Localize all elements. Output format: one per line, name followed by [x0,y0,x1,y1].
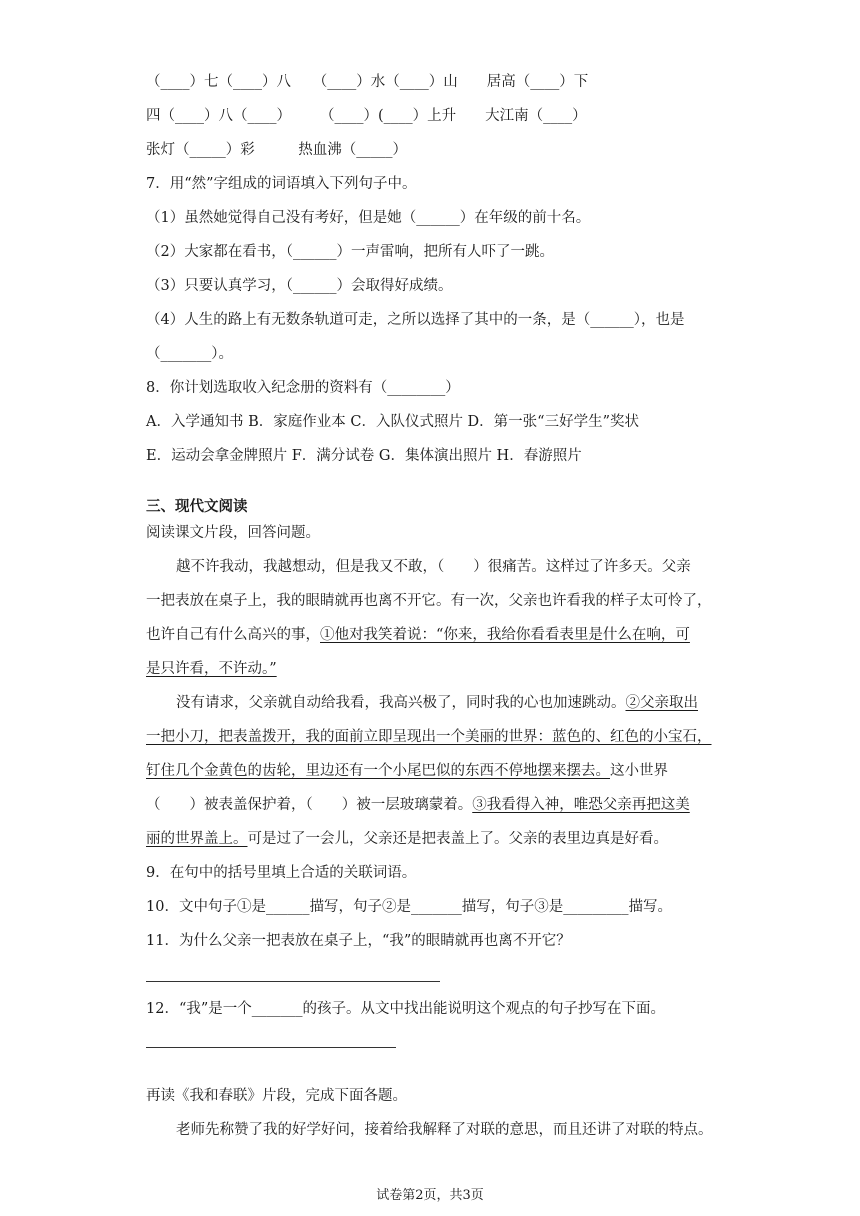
passage-text: 也许自己有什么高兴的事， [146,627,320,643]
passage-line: 一把表放在桌子上，我的眼睛就再也离不开它。有一次，父亲也许看我的样子太可怜了， [146,593,712,609]
reread-instruction: 再读《我和春联》片段，完成下面各题。 [146,1088,407,1104]
answer-line-12[interactable] [146,1047,396,1048]
question-11: 11．为什么父亲一把表放在桌子上，“我”的眼睛就再也离不开它？ [146,933,571,949]
passage-line [146,761,820,781]
question-8: 8．你计划选取收入纪念册的资料有（________） [146,380,460,396]
passage-text: 可是过了一会儿，父亲还是把表盖上了。父亲的表里边真是好看。 [247,831,668,847]
passage-line [176,693,820,713]
question-10: 10．文中句子①是______描写，句子②是_______描写，句子③是_________描写。 [146,899,672,915]
sentence-2-underlined: ②父亲取出 [625,695,698,711]
question-7-item-1: （1）虽然她觉得自己没有考好，但是她（______）在年级的前十名。 [146,210,591,226]
passage-text: （ ）被表盖保护着，（ ）被一层玻璃蒙着。 [146,797,473,813]
sentence-1-underlined: 是只许看，不许动。” [146,661,277,677]
question-8-options-2: E．运动会拿金牌照片 F．满分试卷 G．集体演出照片 H．春游照片 [146,448,582,464]
passage-line: 越不许我动，我越想动，但是我又不敢，（ ）很痛苦。这样过了许多天。父亲 [176,559,691,575]
question-7-item-4-cont: （_______）。 [146,346,233,362]
answer-line-11[interactable] [146,981,440,982]
question-12: 12．“我”是一个_______的孩子。从文中找出能说明这个观点的句子抄写在下面。 [146,1001,666,1017]
sentence-3-underlined: 丽的世界盖上。 [146,831,248,847]
question-7: 7．用“然”字组成的词语填入下列句子中。 [146,176,417,192]
passage-text: 没有请求，父亲就自动给我看，我高兴极了，同时我的心也加速跳动。 [176,695,626,711]
section-3-heading: 三、现代文阅读 [146,498,248,515]
sentence-3-underlined: ③我看得入神，唯恐父亲再把这美 [472,797,690,813]
question-9: 9．在句中的括号里填上合适的关联词语。 [146,865,417,881]
passage-line [146,795,820,815]
passage-text: 这小世界 [610,763,668,779]
question-7-item-3: （3）只要认真学习，（______）会取得好成绩。 [146,278,453,294]
sentence-1-underlined: ①他对我笑着说：“你来，我给你看看表里是什么在响，可 [320,627,690,643]
question-7-item-4: （4）人生的路上有无数条轨道可走，之所以选择了其中的一条，是（______），也是 [146,312,685,328]
sentence-2-underlined: 钉住几个金黄色的齿轮，里边还有一个小尾巴似的东西不停地摆来摆去。 [146,763,610,779]
idiom-row-3: 张灯（_____）彩 热血沸（_____） [146,142,407,158]
question-8-options-1: A．入学通知书 B．家庭作业本 C．入队仪式照片 D．第一张“三好学生”奖状 [146,414,639,430]
sentence-2-underlined: 一把小刀，把表盖拨开，我的面前立即呈现出一个美丽的世界：蓝色的、红色的小宝石， [146,729,712,745]
passage-line: 老师先称赞了我的好学好问，接着给我解释了对联的意思，而且还讲了对联的特点。 [176,1122,713,1138]
passage-line [146,625,820,645]
page-footer: 试卷第2页，共3页 [376,1188,484,1203]
reading-intro: 阅读课文片段，回答问题。 [146,525,320,541]
idiom-row-1: （____）七（____）八 （____）水（____）山 居高（____）下 [146,74,589,90]
passage-line [146,829,820,849]
question-7-item-2: （2）大家都在看书，（______）一声雷响，把所有人吓了一跳。 [146,244,554,260]
idiom-row-2: 四（____）八（____） （____）(____）上升 大江南（____） [146,108,587,124]
